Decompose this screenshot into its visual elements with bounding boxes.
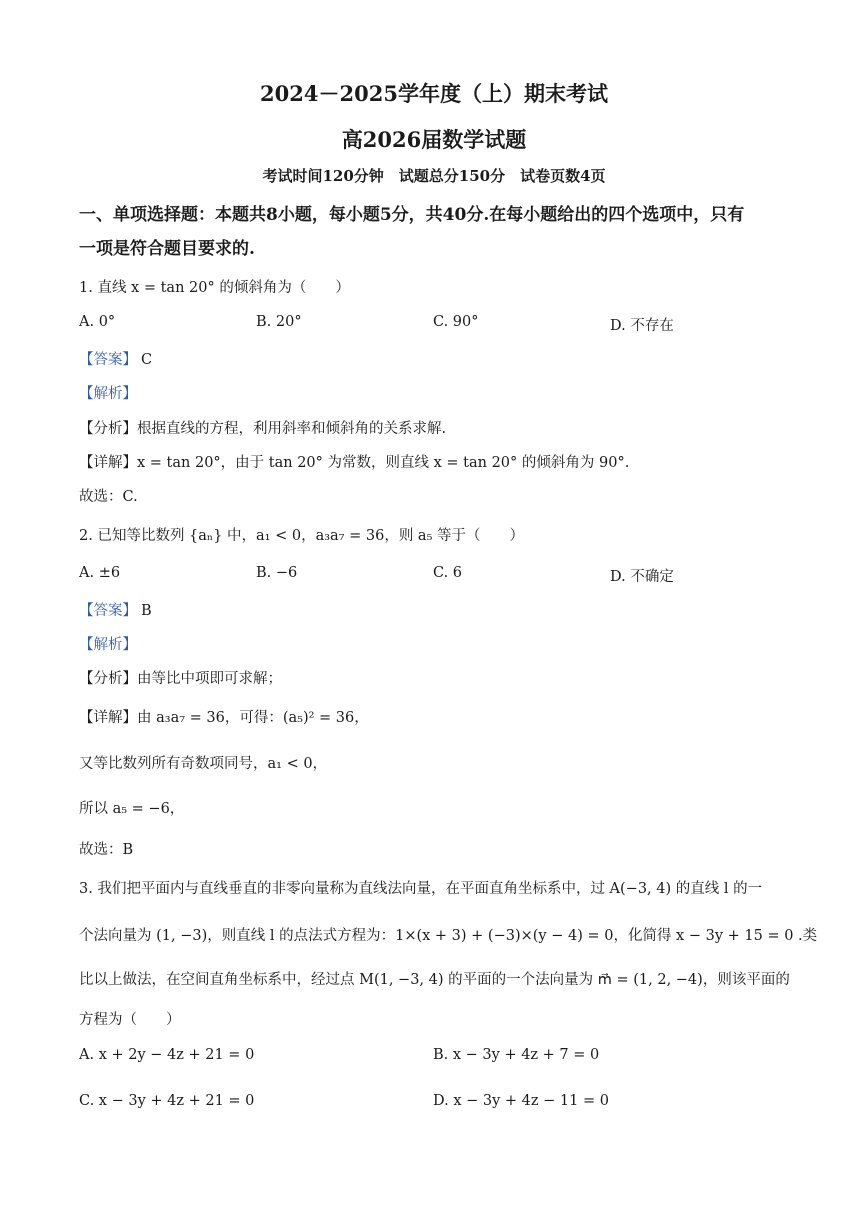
q3-line2: 个法向量为 (1, −3)，则直线 l 的点法式方程为：1×(x + 3) + (−3)×(y − 4) = 0，化简得 x − 3y + 15 = 0 .类 — [79, 928, 818, 944]
q1-analysis-tag: 【解析】 — [79, 386, 137, 402]
section-heading-line1: 一、单项选择题：本题共8小题，每小题5分，共40分.在每小题给出的四个选项中，只有 — [79, 205, 745, 225]
q2-analysis-tag: 【解析】 — [79, 637, 137, 653]
q2-answer-value: B — [141, 603, 152, 619]
q2-line3: 所以 a₅ = −6， — [79, 801, 185, 817]
q2-option-b: B. −6 — [256, 565, 298, 581]
q1-conclusion: 故选：C. — [79, 489, 138, 505]
section-heading-line2: 一项是符合题目要求的. — [79, 239, 255, 259]
q3-line3: 比以上做法，在空间直角坐标系中，经过点 M(1, −3, 4) 的平面的一个法向量为 m⃗ = (1, 2, −4)，则该平面的 — [79, 972, 790, 988]
q2-stem: 2. 已知等比数列 {aₙ} 中，a₁ < 0，a₃a₇ = 36，则 a₅ 等于（ ） — [79, 528, 524, 544]
q1-answer-value: C — [141, 352, 153, 368]
q3-line1: 3. 我们把平面内与直线垂直的非零向量称为直线法向量，在平面直角坐标系中，过 A(−3, 4) 的直线 l 的一 — [79, 881, 763, 897]
q3-option-c: C. x − 3y + 4z + 21 = 0 — [79, 1093, 255, 1109]
q3-option-b: B. x − 3y + 4z + 7 = 0 — [433, 1047, 600, 1063]
q1-xiangjie: 【详解】x = tan 20°，由于 tan 20° 为常数，则直线 x = tan 20° 的倾斜角为 90°. — [79, 455, 630, 471]
q1-answer-tag: 【答案】 — [79, 352, 137, 368]
exam-subtitle: 高2026届数学试题 — [341, 127, 527, 152]
q1-answer — [79, 348, 152, 369]
q2-option-d: D. 不确定 — [610, 569, 674, 585]
q1-option-b: B. 20° — [256, 314, 302, 330]
q3-option-a: A. x + 2y − 4z + 21 = 0 — [79, 1047, 255, 1063]
q1-fenxi: 【分析】根据直线的方程，利用斜率和倾斜角的关系求解. — [79, 421, 447, 437]
q1-stem: 1. 直线 x = tan 20° 的倾斜角为（ ） — [79, 280, 350, 296]
q2-option-a: A. ±6 — [79, 565, 121, 581]
exam-title: 2024－2025学年度（上）期末考试 — [260, 81, 608, 106]
q1-option-a: A. 0° — [79, 314, 116, 330]
q3-option-d: D. x − 3y + 4z − 11 = 0 — [433, 1093, 609, 1109]
q2-xiangjie: 【详解】由 a₃a₇ = 36，可得：(a₅)² = 36， — [79, 710, 369, 726]
q2-fenxi: 【分析】由等比中项即可求解； — [79, 671, 282, 687]
q3-line4: 方程为（ ） — [79, 1012, 181, 1028]
exam-info: 考试时间120分钟 试题总分150分 试卷页数4页 — [262, 167, 606, 185]
q2-answer-tag: 【答案】 — [79, 603, 137, 619]
q1-option-c: C. 90° — [433, 314, 479, 330]
q2-line2: 又等比数列所有奇数项同号，a₁ < 0， — [79, 756, 328, 772]
q2-answer — [79, 599, 152, 620]
q2-option-c: C. 6 — [433, 565, 463, 581]
q1-option-d: D. 不存在 — [610, 318, 674, 334]
q2-conclusion: 故选：B — [79, 842, 134, 858]
